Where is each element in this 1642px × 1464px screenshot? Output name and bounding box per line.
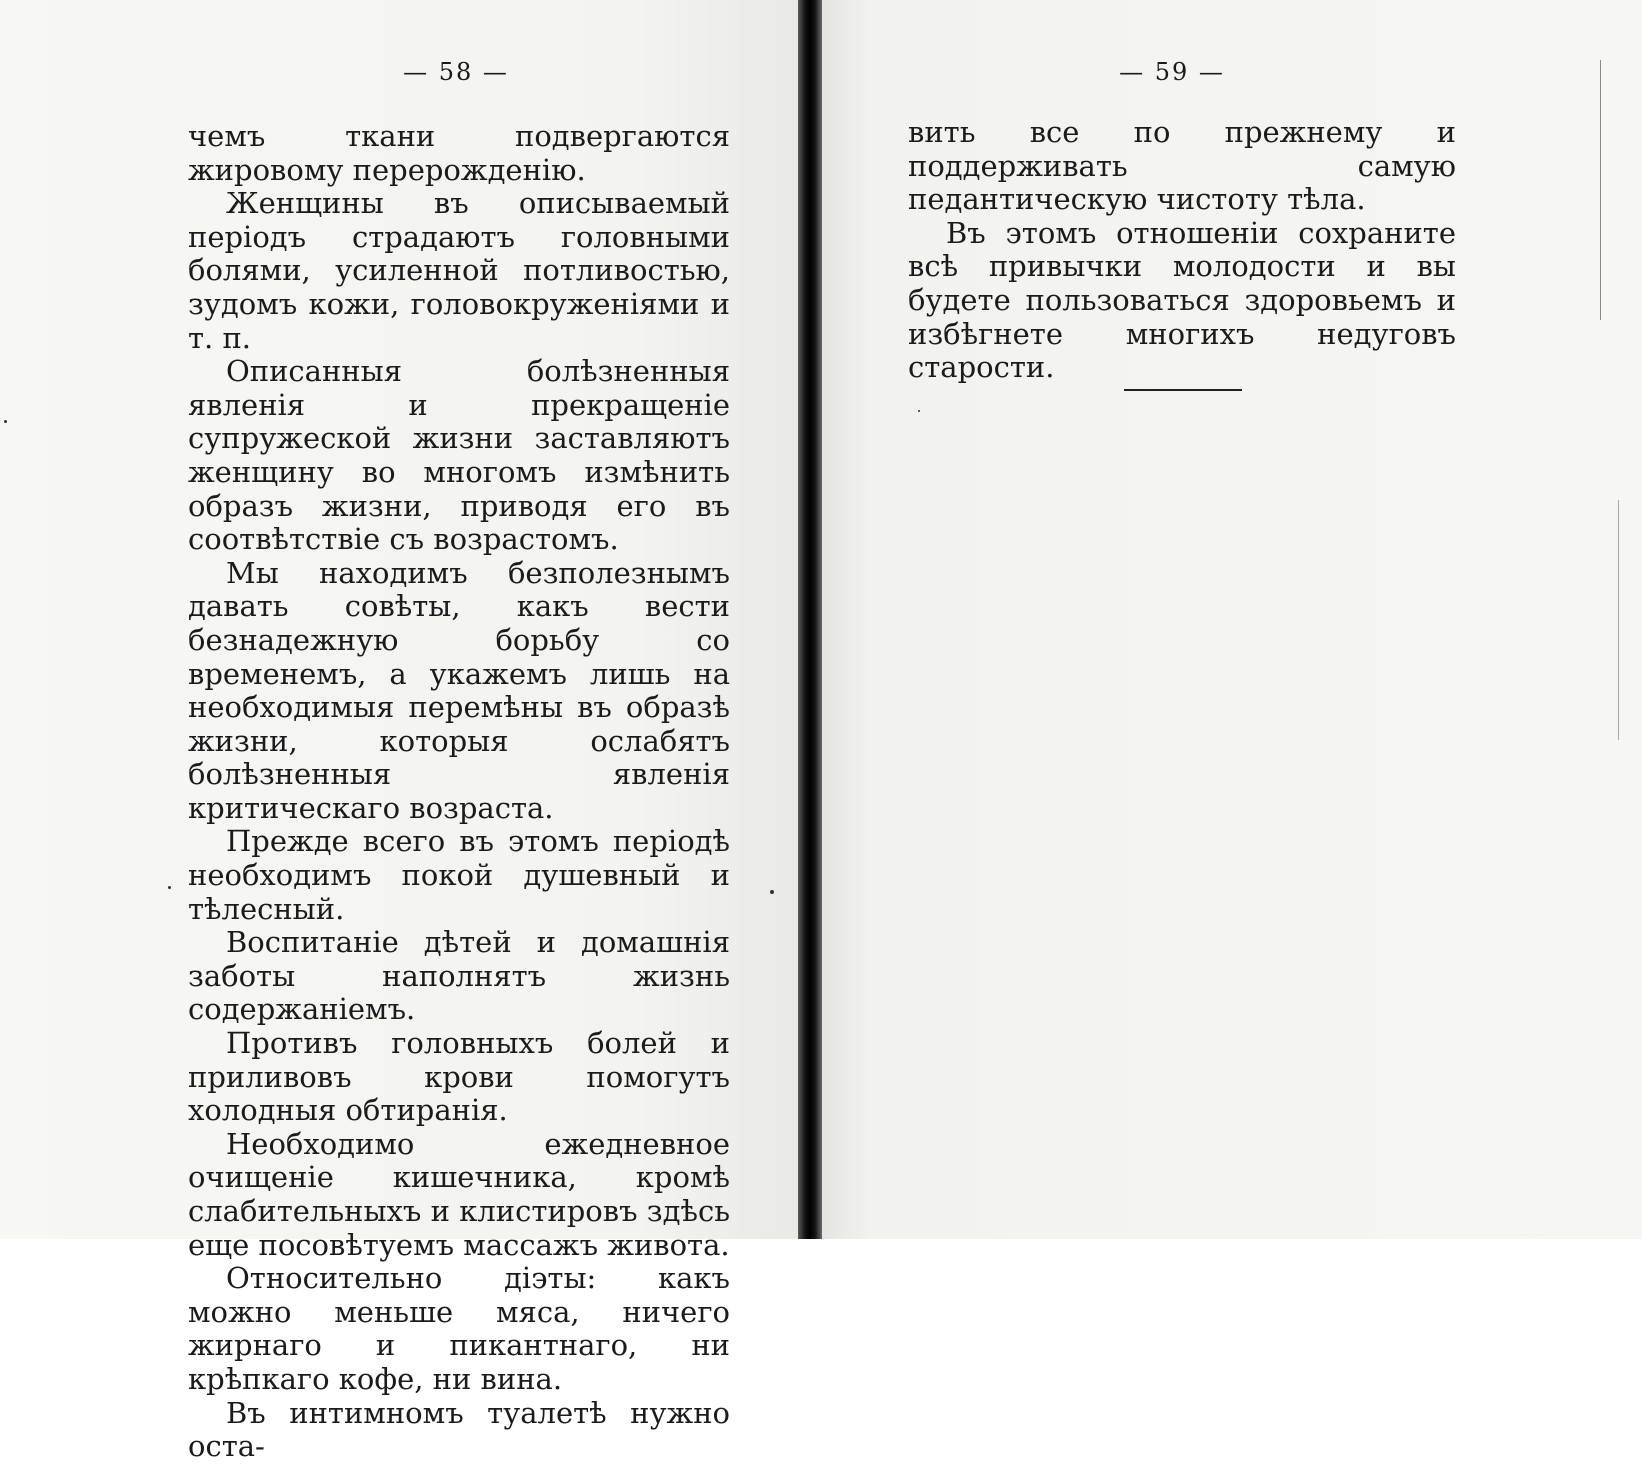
right-page (822, 0, 1642, 1239)
scan-speck (770, 890, 774, 894)
scan-scratch (1600, 60, 1601, 320)
scan-speck (4, 420, 7, 423)
paragraph: Противъ головныхъ болей и приливовъ крови помогутъ холодныя обтиранія. (188, 1026, 730, 1128)
body-text (908, 116, 1456, 385)
paragraph: Воспитаніе дѣтей и домашнія заботы наполнятъ жизнь содержаніемъ. (188, 925, 730, 1027)
scan-scratch (1618, 500, 1619, 740)
page-number: — 59 — (1119, 58, 1225, 86)
page-number: — 58 — (403, 58, 509, 86)
paragraph: вить все по прежнему и поддерживать самую педантическую чистоту тѣла. (908, 115, 1456, 217)
paragraph: Необходимо ежедневное очищеніе кишечника, кромѣ слабительныхъ и клистировъ здѣсь еще посовѣтуемъ массажъ живота. (188, 1126, 730, 1262)
scan-speck (918, 410, 920, 412)
scan-speck (168, 886, 171, 889)
paragraph: Въ интимномъ туалетѣ нужно оста- (188, 1395, 730, 1464)
paragraph: Относительно діэты: какъ можно меньше мяса, ничего жирнаго и пикантнаго, ни крѣпкаго кофе, ни вина. (188, 1261, 730, 1396)
book-gutter (798, 0, 822, 1239)
paragraph: Прежде всего въ этомъ періодѣ необходимъ покой душевный и тѣлесный. (188, 824, 730, 926)
end-rule (1124, 389, 1242, 391)
paragraph: чемъ ткани подвергаются жировому перерожденію. (188, 119, 730, 187)
paragraph: Женщины въ описываемый періодъ страдаютъ головными болями, усиленной потливостью, зудомъ кожи, головокруженіями и т. п. (188, 186, 730, 355)
paragraph: Въ этомъ отношеніи сохраните всѣ привычки молодости и вы будете пользоваться здоровьемъ и избѣгнете многихъ недуговъ старости. (908, 215, 1456, 385)
left-page (0, 0, 798, 1464)
paragraph: Мы находимъ безполезнымъ давать совѣты, какъ вести безнадежную борьбу со временемъ, а укажемъ лишь на необходимыя перемѣны въ образѣ жизни, которыя ослабятъ болѣзненныя явленія критическаго возраста. (188, 555, 730, 825)
body-text (188, 120, 730, 1464)
paragraph: Описанныя болѣзненныя явленія и прекращеніе супружеской жизни заставляютъ женщину во многомъ измѣнить образъ жизни, приводя его въ соотвѣтствіе съ возрастомъ. (188, 354, 730, 557)
